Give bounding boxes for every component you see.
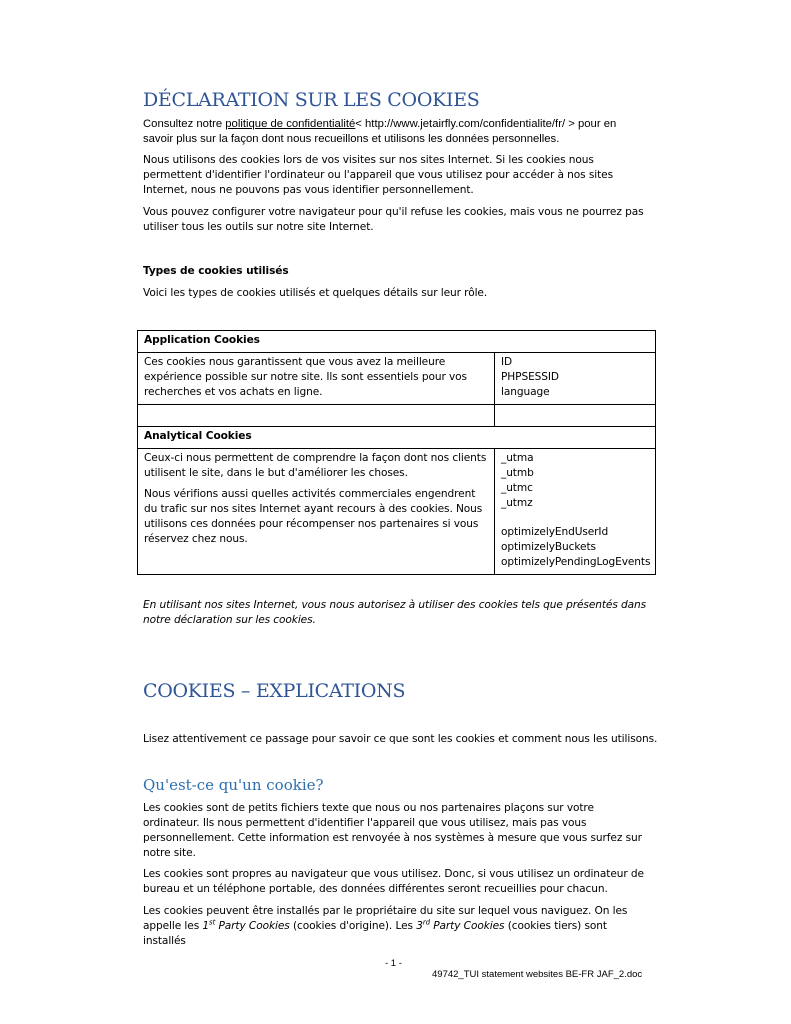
cookie-definition-paragraph: Les cookies sont de petits fichiers texte que nous ou nos partenaires plaçons sur votre ordinateur. Ils nous permettent d'identifier l'appareil que vous utilisez, mais pas vous personnellement. Cette information est renvoyée à nos systèmes à mesure que vous surfez sur notre site. <box>143 802 642 859</box>
cookie-types-intro: Voici les types de cookies utilisés et quelques détails sur leur rôle. <box>143 287 488 299</box>
list-item: optimizelyPendingLogEvents <box>501 556 651 568</box>
first-party-label: 1st Party Cookies <box>202 918 290 932</box>
analytical-cookies-description <box>138 449 495 575</box>
analytical-desc-2: Nous vérifions aussi quelles activités commerciales engendrent du trafic sur nos sites Internet ayant recours à des cookies. Nous utilisons ces données pour récompenser nos partenaires si vous réservez chez nous. <box>144 488 483 545</box>
intro-suffix: pour en savoir plus sur la façon dont nous recueillons et utilisons les données personnelles. <box>143 118 617 145</box>
consent-note: En utilisant nos sites Internet, vous nous autorisez à utiliser des cookies tels que présentés dans notre déclaration sur les cookies. <box>143 599 647 626</box>
list-item: _utmz <box>501 497 533 509</box>
list-item: PHPSESSID <box>501 371 559 383</box>
cookie-origin-paragraph <box>143 904 648 949</box>
analytical-cookies-list <box>495 449 656 575</box>
origin-text-c: (cookies tiers) sont installés <box>143 920 607 947</box>
table-row <box>138 353 656 405</box>
section-title-cookie-declaration: DÉCLARATION SUR LES COOKIES <box>143 89 480 111</box>
privacy-url[interactable]: < http://www.jetairfly.com/confidentialite/fr/ > <box>355 118 575 130</box>
analytical-cookies-header: Analytical Cookies <box>138 427 656 449</box>
cookie-types-heading: Types de cookies utilisés <box>143 265 289 277</box>
list-item: language <box>501 386 550 398</box>
table-row <box>138 405 656 427</box>
analytical-desc-1: Ceux-ci nous permettent de comprendre la façon dont nos clients utilisent le site, dans le but d'améliorer les choses. <box>144 452 487 479</box>
browser-specific-paragraph: Les cookies sont propres au navigateur que vous utilisez. Donc, si vous utilisez un ordinateur de bureau et un téléphone portable, des données différentes seront recueillies pour chacun. <box>143 868 644 895</box>
origin-text-b: (cookies d'origine). Les <box>289 920 417 932</box>
third-party-label: 3rd Party Cookies <box>416 918 505 932</box>
list-item: optimizelyBuckets <box>501 541 596 553</box>
page-number: - 1 - <box>385 958 402 969</box>
application-cookies-description: Ces cookies nous garantissent que vous avez la meilleure expérience possible sur notre site. Ils sont essentiels pour vos recherches et vos achats en ligne. <box>138 353 495 405</box>
explanations-intro: Lisez attentivement ce passage pour savoir ce que sont les cookies et comment nous les utilisons. <box>143 733 658 745</box>
empty-cell <box>138 405 495 427</box>
what-is-cookie-subtitle: Qu'est-ce qu'un cookie? <box>143 776 324 794</box>
list-item: _utmb <box>501 467 534 479</box>
table-row <box>138 449 656 575</box>
list-item: ID <box>501 356 513 368</box>
privacy-policy-link[interactable]: politique de confidentialité <box>225 118 356 130</box>
cookie-types-table <box>137 330 656 575</box>
origin-text-a: Les cookies peuvent être installés par le propriétaire du site sur lequel vous naviguez. On les appelle les <box>143 905 628 932</box>
privacy-intro <box>143 117 648 147</box>
list-item: _utma <box>501 452 534 464</box>
list-item: _utmc <box>501 482 533 494</box>
application-cookies-list <box>495 353 656 405</box>
application-cookies-header: Application Cookies <box>138 331 656 353</box>
intro-prefix: Consultez notre <box>143 118 226 130</box>
list-item: optimizelyEndUserId <box>501 526 609 538</box>
browser-config-paragraph: Vous pouvez configurer votre navigateur pour qu'il refuse les cookies, mais vous ne pourrez pas utiliser tous les outils sur notre site Internet. <box>143 206 644 233</box>
list-spacer <box>501 511 649 525</box>
table-row <box>138 331 656 353</box>
section-title-cookies-explanations: COOKIES – EXPLICATIONS <box>143 680 406 702</box>
empty-cell <box>495 405 656 427</box>
document-filename: 49742_TUI statement websites BE-FR JAF_2.doc <box>432 969 643 980</box>
cookies-usage-paragraph: Nous utilisons des cookies lors de vos visites sur nos sites Internet. Si les cookies nous permettent d'identifier l'ordinateur ou l'appareil que vous utilisez pour accéder à nos sites Internet, nous ne pouvons pas vous identifier personnellement. <box>143 154 613 196</box>
table-row <box>138 427 656 449</box>
